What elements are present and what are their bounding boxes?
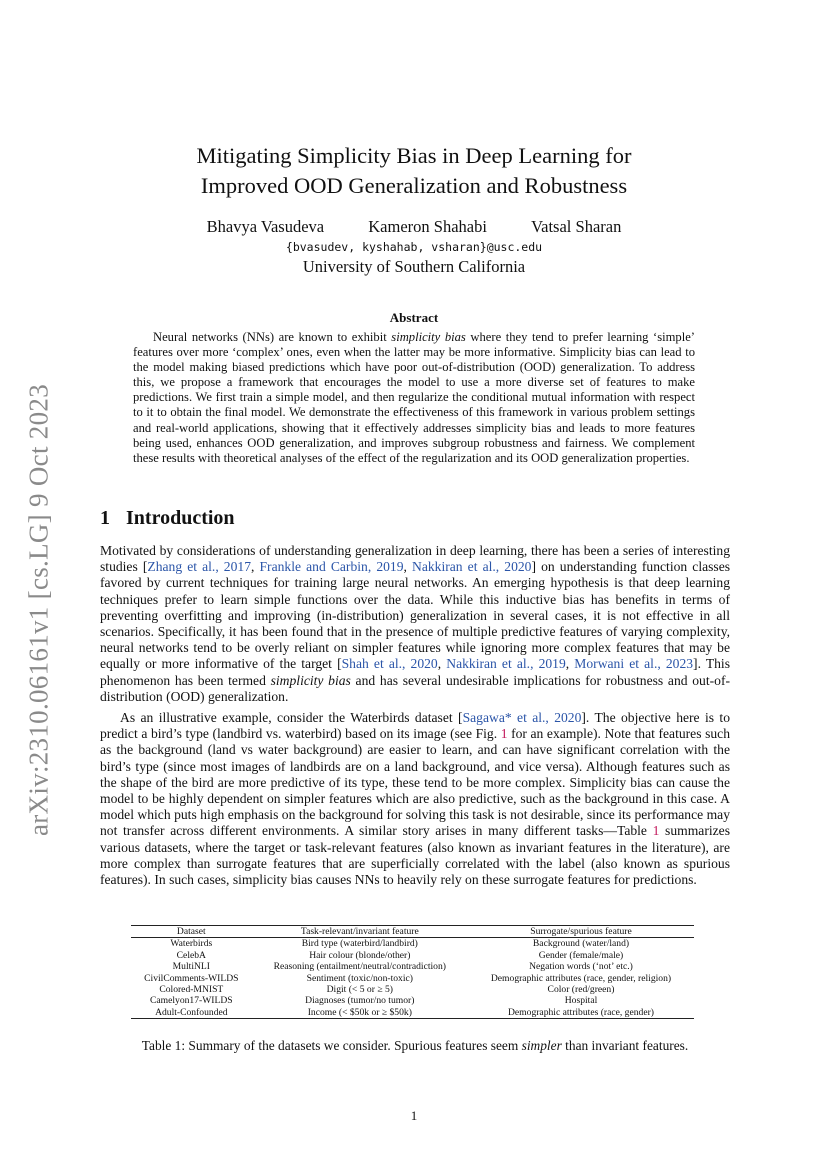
citation-link[interactable]: Nakkiran et al., 2019 [446,656,566,672]
title-line-2: Improved OOD Generalization and Robustness [200,173,628,198]
table-cell: MultiNLI [172,961,210,973]
figure-reference-link[interactable]: 1 [500,726,508,742]
table-cell: Digit (< 5 or ≥ 5) [326,984,393,996]
section-heading [100,507,235,530]
citation-link[interactable]: Shah et al., 2020 [341,656,438,672]
author-list [100,217,728,237]
table-reference-link[interactable]: 1 [652,823,660,839]
table-cell: Diagnoses (tumor/no tumor) [305,995,415,1007]
table-cell: Bird type (waterbird/landbird) [301,938,418,950]
abstract-heading: Abstract [389,310,439,325]
author-name: Bhavya Vasudeva [206,217,325,236]
citation-link[interactable]: Morwani et al., 2023 [574,656,694,672]
datasets-table [131,925,694,1019]
table-row [131,995,694,1006]
title-line-1: Mitigating Simplicity Bias in Deep Learning for [196,143,632,168]
table-cell: Reasoning (entailment/neutral/contradiction) [273,961,446,973]
table-cell: Background (water/land) [532,938,630,950]
table-cell: Hospital [564,995,598,1007]
table-row [131,950,694,961]
abstract-text: Neural networks (NNs) are known to exhibit simplicity bias where they tend to prefer learning ‘simple’ features over more ‘complex’ ones, even when the latter may be more informative. Simplicity bias can lead to the model making biased predictions which have poor out-of-distribution (OOD) generalization. To address this, we propose a framework that encourages the model to use a more diverse set of features to make predictions. We first train a simple model, and then regularize the conditional mutual information with respect to it to obtain the final model. We demonstrate the effectiveness of this framework in various problem settings and real-world applications, showing that it effectively addresses simplicity bias and leads to more features being used, enhances OOD generalization, and improves subgroup robustness and fairness. We complement these results with theoretical analyses of the effect of the regularization and its OOD generalization properties. [133,330,695,465]
table-cell: Color (red/green) [547,984,615,996]
table-header-row [131,926,694,938]
table-cell: Colored-MNIST [159,984,224,996]
intro-paragraph-1: Motivated by considerations of understanding generalization in deep learning, there has been a series of interesting studies [Zhang et al., 2017, Frankle and Carbin, 2019, Nakkiran et al., 2020] on understanding function classes favored by current techniques for training large neural networks. An emerging hypothesis is that deep learning techniques prefer to learn simple functions over the data. While this inductive bias has benefits in terms of preventing overfitting and improving (in-distribution) generalization in several cases, it is not effective in all scenarios. Specifically, it has been found that in the presence of multiple predictive features of varying complexity, neural networks tend to be overly reliant on simpler features while ignoring more complex features that may be equally or more informative of the target [Shah et al., 2020, Nakkiran et al., 2019, Morwani et al., 2023]. This phenomenon has been termed simplicity bias and has several undesirable implications for robustness and out-of-distribution (OOD) generalization. [100,543,731,704]
table-cell: CivilComments-WILDS [144,972,239,984]
table-row [131,973,694,984]
author-name: Kameron Shahabi [368,217,487,236]
table-row [131,984,694,995]
table-cell: Waterbirds [170,938,213,950]
table-cell: Income (< $50k or ≥ $50k) [252,1007,468,1019]
section-number: 1 [100,507,110,529]
arxiv-identifier-stamp [22,375,56,845]
citation-link[interactable]: Nakkiran et al., 2020 [412,559,532,575]
emphasis: simplicity bias [270,672,351,688]
table-row [131,1007,694,1019]
table-cell: Hair colour (blonde/other) [309,949,411,961]
section-title: Introduction [126,507,235,529]
table-cell: CelebA [176,949,206,961]
table-row [131,961,694,972]
table-cell: Demographic attributes (race, gender, religion) [490,972,672,984]
table-cell: Adult-Confounded [131,1007,252,1019]
citation-link[interactable]: Frankle and Carbin, 2019 [259,559,404,575]
citation-link[interactable]: Zhang et al., 2017 [147,559,251,575]
table-cell: Negation words (‘not’ etc.) [529,961,633,973]
citation-link[interactable]: Sagawa* et al., 2020 [462,710,582,725]
page-number: 1 [410,1108,418,1123]
affiliation: University of Southern California [302,257,526,276]
column-header: Task-relevant/invariant feature [252,926,468,938]
table-cell: Demographic attributes (race, gender) [468,1007,694,1019]
table-cell: Gender (female/male) [538,949,624,961]
column-header: Dataset [131,926,252,938]
table-caption: Table 1: Summary of the datasets we consider. Spurious features seem simpler than invariant features. [141,1038,689,1053]
emphasis: simpler [521,1038,562,1053]
emphasis: simplicity bias [391,330,466,344]
author-emails: {bvasudev, kyshahab, vsharan}@usc.edu [285,240,543,254]
intro-paragraph-2: As an illustrative example, consider the Waterbirds dataset [Sagawa* et al., 2020]. The objective here is to predict a bird’s type (landbird vs. waterbird) based on its image (see Fig. 1 for an example). Note that features such as the background (land vs water background) are easier to learn, and can have significant correlation with the bird’s type (since most images of landbirds are on a land background, and vice versa). Although features such as the shape of the bird are more predictive of its type, these tend to be more complex. Simplicity bias can cause the model to be highly dependent on simpler features which are also predictive, such as the background in this case. A model which puts high emphasis on the background for solving this task is not desirable, since its performance may not transfer across different environments. A similar story arises in many different tasks—Table 1 summarizes various datasets, where the target or task-relevant features (also known as invariant features in the literature), are more complex than surrogate features that are superficially correlated with the label (also known as spurious features). In such cases, simplicity bias causes NNs to heavily rely on these surrogate features for predictions. [100,710,730,888]
author-name: Vatsal Sharan [531,217,622,236]
paper-title [100,141,728,201]
column-header: Surrogate/spurious feature [468,926,694,938]
arxiv-id-text: arXiv:2310.06161v1 [cs.LG] 9 Oct 2023 [23,383,54,837]
table-cell: Camelyon17-WILDS [150,995,233,1007]
table-cell: Sentiment (toxic/non-toxic) [306,972,413,984]
table-row [131,938,694,950]
